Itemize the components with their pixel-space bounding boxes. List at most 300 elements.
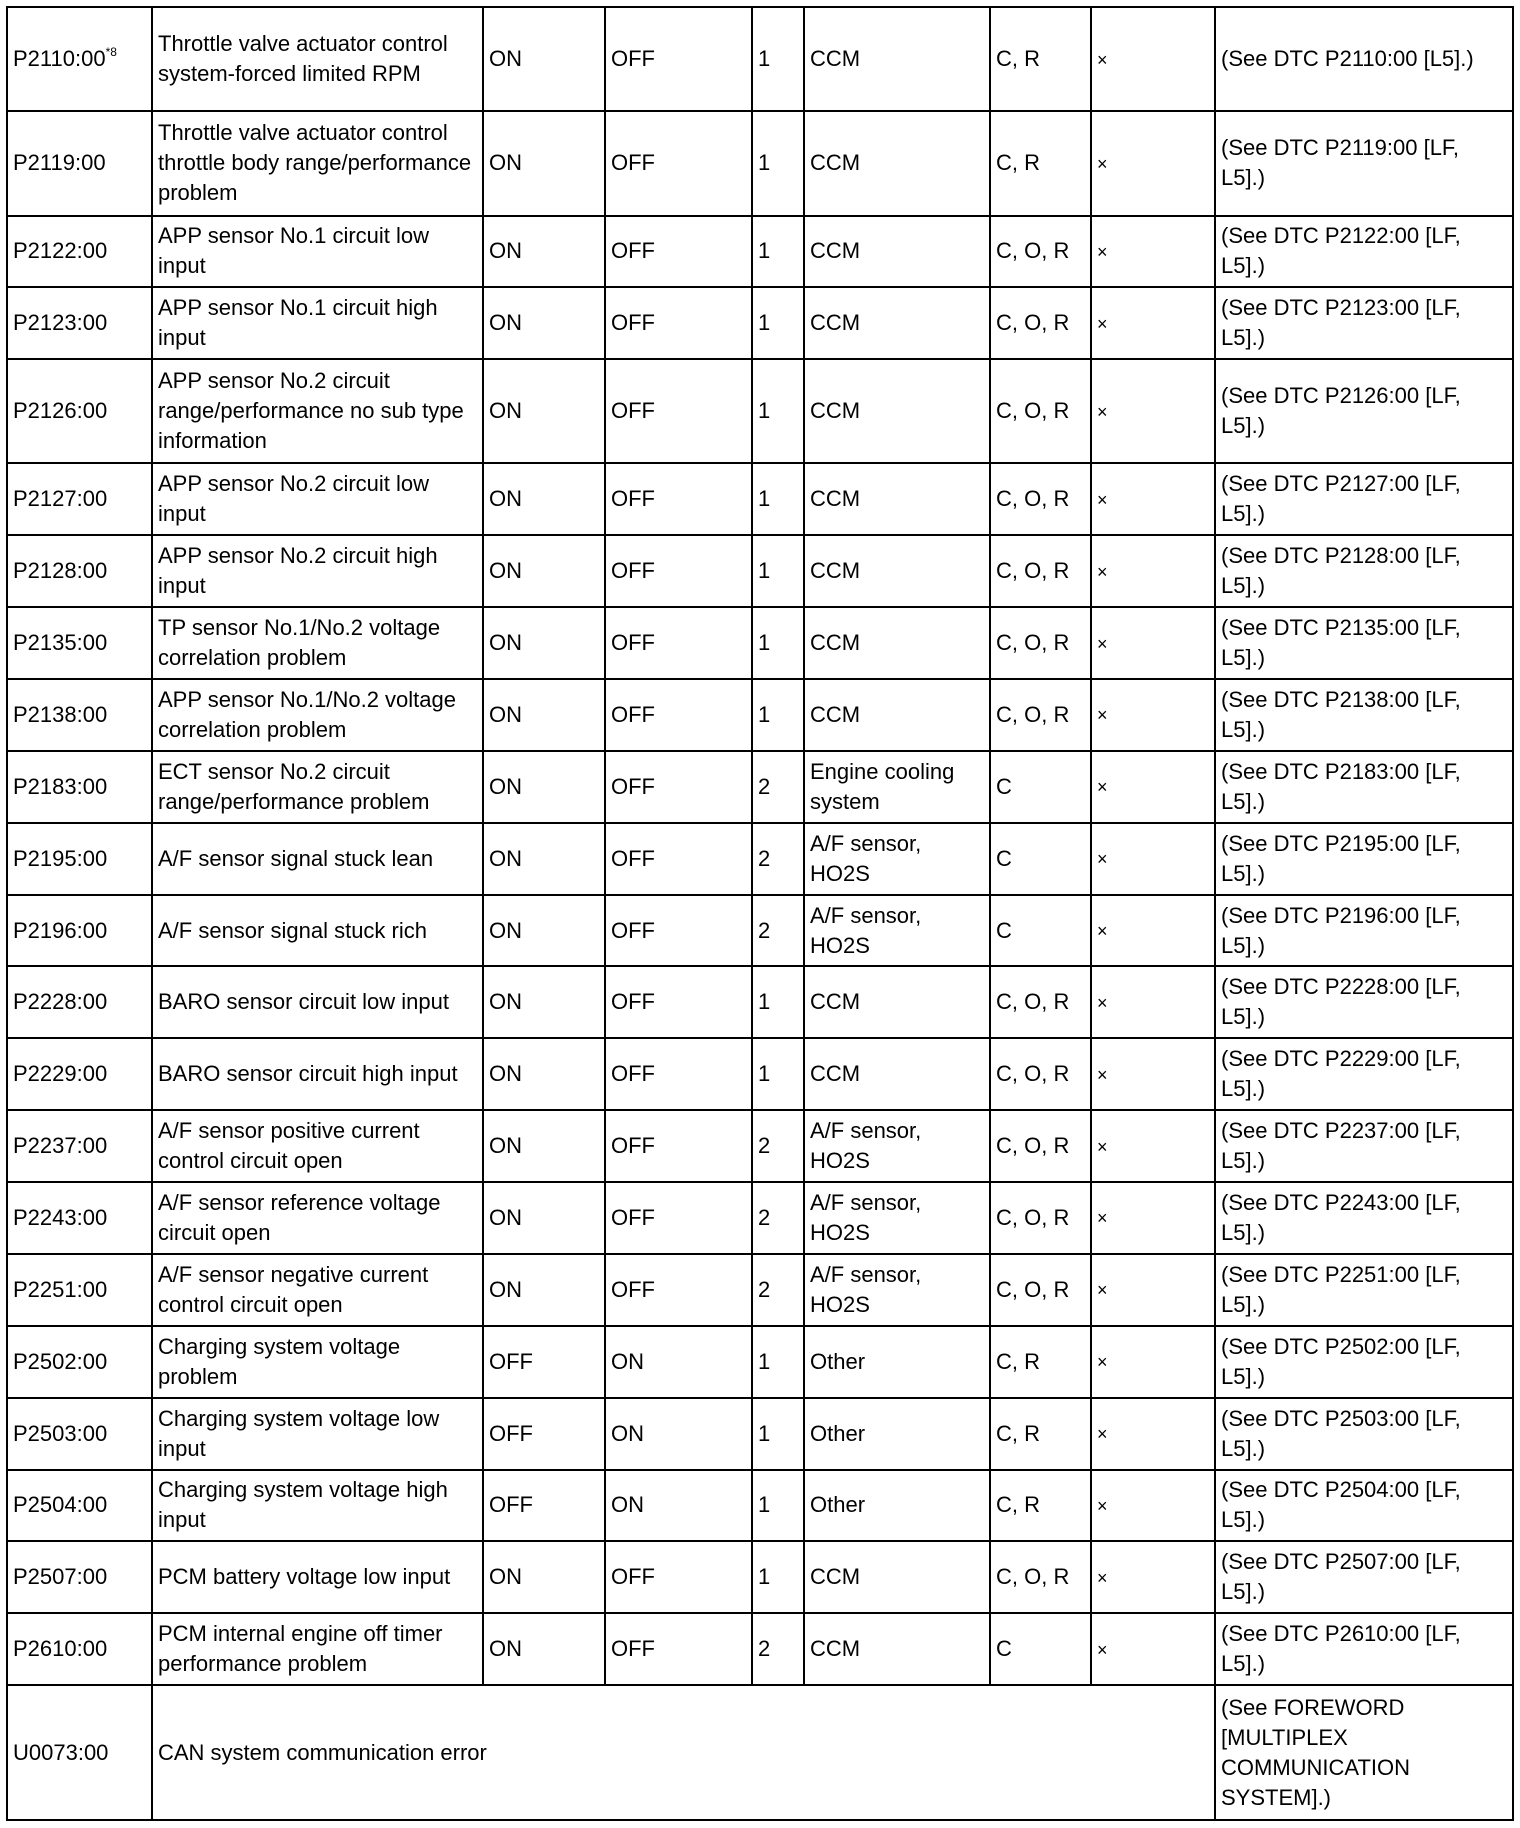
dtc-page-reference-text: (See DTC P2237:00 [LF, L5].) [1221, 1118, 1461, 1174]
dtc-page-reference-text: (See DTC P2504:00 [LF, L5].) [1221, 1477, 1461, 1533]
dtc-description-text: APP sensor No.1 circuit high input [158, 295, 438, 351]
table-row [7, 1110, 1513, 1182]
generator-warning-status [605, 111, 752, 215]
generator-warning-status-text: ON [611, 1492, 644, 1518]
drive-cycle-text: 1 [758, 398, 771, 424]
memory-function [1091, 823, 1215, 895]
drive-cycle [752, 679, 804, 751]
mil-status-text: ON [489, 845, 522, 871]
dtc-memory-type-text: C [996, 773, 1012, 799]
dtc-description-text: APP sensor No.2 circuit high input [158, 543, 438, 599]
dtc-page-reference-text: (See DTC P2183:00 [LF, L5].) [1221, 758, 1461, 814]
generator-warning-status-text: OFF [611, 1204, 655, 1230]
drive-cycle-text: 1 [758, 630, 771, 656]
dtc-page-reference [1215, 535, 1513, 607]
table-row [7, 1254, 1513, 1326]
dtc-memory-type [990, 1038, 1091, 1110]
dtc-page-reference-text: (See DTC P2503:00 [LF, L5].) [1221, 1405, 1461, 1461]
memory-function [1091, 1470, 1215, 1542]
drive-cycle [752, 359, 804, 463]
dtc-code-text: P2237:00 [13, 1133, 108, 1159]
dtc-description-text: A/F sensor reference voltage circuit open [158, 1189, 441, 1245]
memory-function [1091, 607, 1215, 679]
drive-cycle-text: 1 [758, 238, 771, 264]
generator-warning-status [605, 966, 752, 1038]
footnote-mark: *8 [105, 45, 117, 60]
dtc-description [152, 1038, 483, 1110]
dtc-memory-type-text: C, O, R [996, 1564, 1070, 1590]
monitor-item-text: CCM [810, 701, 861, 727]
drive-cycle [752, 607, 804, 679]
mil-status-text: ON [489, 630, 522, 656]
mil-status [483, 1110, 605, 1182]
drive-cycle-text: 1 [758, 1061, 771, 1087]
dtc-code-text: P2610:00 [13, 1636, 108, 1662]
dtc-page-reference-text: (See DTC P2123:00 [LF, L5].) [1221, 295, 1461, 351]
memory-function [1091, 895, 1215, 967]
drive-cycle [752, 1470, 804, 1542]
dtc-code [7, 1110, 152, 1182]
table-row [7, 535, 1513, 607]
generator-warning-status-text: OFF [611, 917, 655, 943]
drive-cycle-text: 2 [758, 1636, 771, 1662]
memory-function-text: × [1097, 1495, 1108, 1516]
generator-warning-status-text: OFF [611, 238, 655, 264]
dtc-description-text: A/F sensor negative current control circuit open [158, 1261, 429, 1317]
drive-cycle [752, 823, 804, 895]
dtc-description [152, 1398, 483, 1470]
table-row [7, 111, 1513, 215]
mil-status-text: ON [489, 486, 522, 512]
table-row [7, 216, 1513, 288]
dtc-description-text: APP sensor No.1 circuit low input [158, 223, 430, 279]
memory-function-text: × [1097, 1639, 1108, 1660]
dtc-description [152, 535, 483, 607]
generator-warning-status [605, 1254, 752, 1326]
dtc-memory-type [990, 359, 1091, 463]
dtc-code-text: P2251:00 [13, 1276, 108, 1302]
dtc-description: CAN system communication error [152, 1685, 1215, 1820]
dtc-memory-type-text: C [996, 917, 1012, 943]
table-row [7, 751, 1513, 823]
dtc-memory-type-text: C, O, R [996, 1204, 1070, 1230]
dtc-code [7, 216, 152, 288]
dtc-code-text: P2119:00 [13, 150, 106, 176]
drive-cycle [752, 1326, 804, 1398]
dtc-memory-type [990, 1254, 1091, 1326]
mil-status-text: ON [489, 46, 522, 72]
memory-function-text: × [1097, 921, 1108, 942]
table-row [7, 1685, 1513, 1820]
dtc-page-reference [1215, 1613, 1513, 1685]
mil-status-text: ON [489, 1636, 522, 1662]
dtc-page-reference [1215, 895, 1513, 967]
dtc-page-reference-text: (See DTC P2251:00 [LF, L5].) [1221, 1261, 1461, 1317]
dtc-description-text: Throttle valve actuator control system-forced limited RPM [158, 31, 448, 87]
memory-function [1091, 216, 1215, 288]
generator-warning-status-text: ON [611, 1420, 644, 1446]
table-row [7, 607, 1513, 679]
dtc-description-text: PCM internal engine off timer performance problem [158, 1621, 443, 1677]
dtc-memory-type-text: C [996, 1636, 1012, 1662]
dtc-code [7, 1038, 152, 1110]
dtc-memory-type-text: C, O, R [996, 238, 1070, 264]
dtc-memory-type-text: C, O, R [996, 1133, 1070, 1159]
drive-cycle-text: 2 [758, 845, 771, 871]
dtc-table-body [7, 7, 1513, 1685]
table-row [7, 463, 1513, 535]
dtc-memory-type-text: C, R [996, 1492, 1040, 1518]
monitor-item [804, 895, 990, 967]
dtc-memory-type [990, 679, 1091, 751]
drive-cycle [752, 111, 804, 215]
mil-status-text: OFF [489, 1420, 533, 1446]
dtc-description [152, 1110, 483, 1182]
memory-function [1091, 111, 1215, 215]
dtc-code-text: P2507:00 [13, 1564, 108, 1590]
dtc-page-reference-text: (See DTC P2119:00 [LF, L5].) [1221, 135, 1460, 191]
monitor-item-text: CCM [810, 486, 861, 512]
drive-cycle-text: 1 [758, 558, 771, 584]
monitor-item [804, 679, 990, 751]
dtc-description-text: A/F sensor signal stuck rich [158, 917, 427, 943]
mil-status [483, 463, 605, 535]
dtc-page-reference [1215, 607, 1513, 679]
dtc-page-reference-text: (See DTC P2135:00 [LF, L5].) [1221, 615, 1461, 671]
dtc-code [7, 111, 152, 215]
mil-status [483, 607, 605, 679]
dtc-memory-type-text: C, O, R [996, 989, 1070, 1015]
mil-status-text: ON [489, 1276, 522, 1302]
drive-cycle-text: 1 [758, 701, 771, 727]
table-row [7, 1182, 1513, 1254]
memory-function [1091, 1182, 1215, 1254]
table-row [7, 359, 1513, 463]
dtc-page-reference-text: (See DTC P2229:00 [LF, L5].) [1221, 1046, 1461, 1102]
generator-warning-status-text: OFF [611, 1133, 655, 1159]
dtc-description-text: APP sensor No.2 circuit low input [158, 471, 430, 527]
memory-function-text: × [1097, 313, 1108, 334]
mil-status [483, 679, 605, 751]
drive-cycle [752, 535, 804, 607]
table-row [7, 1398, 1513, 1470]
dtc-page-reference [1215, 1110, 1513, 1182]
drive-cycle [752, 895, 804, 967]
memory-function-text: × [1097, 849, 1108, 870]
generator-warning-status [605, 1182, 752, 1254]
memory-function-text: × [1097, 1567, 1108, 1588]
monitor-item-text: A/F sensor, HO2S [810, 1118, 922, 1174]
dtc-code-text: P2123:00 [13, 310, 108, 336]
generator-warning-status [605, 1398, 752, 1470]
dtc-memory-type-text: C, O, R [996, 1276, 1070, 1302]
monitor-item-text: CCM [810, 398, 861, 424]
drive-cycle [752, 287, 804, 359]
dtc-code-text: P2503:00 [13, 1420, 108, 1446]
monitor-item-text: CCM [810, 1061, 861, 1087]
monitor-item-text: A/F sensor, HO2S [810, 1189, 922, 1245]
mil-status [483, 1254, 605, 1326]
monitor-item [804, 1398, 990, 1470]
memory-function [1091, 1613, 1215, 1685]
mil-status [483, 1470, 605, 1542]
mil-status-text: ON [489, 238, 522, 264]
monitor-item [804, 751, 990, 823]
dtc-description [152, 7, 483, 111]
table-row [7, 823, 1513, 895]
mil-status-text: ON [489, 1061, 522, 1087]
dtc-code-text: P2228:00 [13, 989, 108, 1015]
generator-warning-status-text: OFF [611, 845, 655, 871]
memory-function-text: × [1097, 561, 1108, 582]
memory-function [1091, 1038, 1215, 1110]
dtc-page-reference [1215, 1541, 1513, 1613]
generator-warning-status-text: OFF [611, 486, 655, 512]
memory-function-text: × [1097, 777, 1108, 798]
dtc-code-text: P2110:00 [13, 46, 106, 72]
mil-status [483, 1326, 605, 1398]
monitor-item-text: CCM [810, 150, 861, 176]
dtc-code [7, 1541, 152, 1613]
mil-status [483, 1398, 605, 1470]
dtc-code [7, 7, 152, 111]
memory-function-text: × [1097, 705, 1108, 726]
dtc-memory-type [990, 1613, 1091, 1685]
memory-function [1091, 751, 1215, 823]
dtc-page-reference [1215, 1398, 1513, 1470]
drive-cycle-text: 1 [758, 310, 771, 336]
monitor-item-text: CCM [810, 630, 861, 656]
dtc-description-text: PCM battery voltage low input [158, 1564, 451, 1590]
dtc-description [152, 359, 483, 463]
dtc-description-text: Charging system voltage low input [158, 1405, 440, 1461]
drive-cycle-text: 1 [758, 486, 771, 512]
monitor-item-text: CCM [810, 310, 861, 336]
memory-function-text: × [1097, 633, 1108, 654]
dtc-memory-type-text: C, O, R [996, 630, 1070, 656]
dtc-page-reference [1215, 966, 1513, 1038]
dtc-code-text: P2128:00 [13, 558, 108, 584]
generator-warning-status [605, 895, 752, 967]
monitor-item-text: CCM [810, 558, 861, 584]
mil-status [483, 1541, 605, 1613]
dtc-code [7, 607, 152, 679]
monitor-item [804, 823, 990, 895]
drive-cycle [752, 1110, 804, 1182]
mil-status-text: ON [489, 989, 522, 1015]
drive-cycle [752, 1398, 804, 1470]
generator-warning-status [605, 751, 752, 823]
monitor-item-text: CCM [810, 1564, 861, 1590]
generator-warning-status-text: OFF [611, 1564, 655, 1590]
dtc-description-text: APP sensor No.1/No.2 voltage correlation problem [158, 686, 456, 742]
drive-cycle [752, 216, 804, 288]
generator-warning-status-text: OFF [611, 701, 655, 727]
mil-status [483, 7, 605, 111]
drive-cycle-text: 2 [758, 1276, 771, 1302]
generator-warning-status [605, 359, 752, 463]
memory-function [1091, 1541, 1215, 1613]
monitor-item-text: Engine cooling system [810, 758, 955, 814]
table-row [7, 1613, 1513, 1685]
dtc-memory-type-text: C, R [996, 46, 1040, 72]
dtc-memory-type-text: C, O, R [996, 701, 1070, 727]
monitor-item-text: CCM [810, 46, 861, 72]
drive-cycle [752, 1613, 804, 1685]
dtc-page-reference-text: (See DTC P2110:00 [L5].) [1221, 46, 1474, 72]
drive-cycle [752, 966, 804, 1038]
monitor-item [804, 287, 990, 359]
monitor-item [804, 1182, 990, 1254]
memory-function [1091, 535, 1215, 607]
generator-warning-status-text: OFF [611, 558, 655, 584]
dtc-description-text: A/F sensor positive current control circuit open [158, 1118, 420, 1174]
dtc-description-text: A/F sensor signal stuck lean [158, 845, 434, 871]
dtc-page-reference-text: (See DTC P2243:00 [LF, L5].) [1221, 1189, 1461, 1245]
mil-status-text: ON [489, 310, 522, 336]
drive-cycle [752, 463, 804, 535]
mil-status-text: ON [489, 1204, 522, 1230]
dtc-page-reference-text: (See DTC P2196:00 [LF, L5].) [1221, 902, 1461, 958]
table-row [7, 679, 1513, 751]
monitor-item-text: CCM [810, 989, 861, 1015]
dtc-page-reference [1215, 679, 1513, 751]
memory-function-text: × [1097, 401, 1108, 422]
monitor-item-text: A/F sensor, HO2S [810, 830, 922, 886]
generator-warning-status [605, 7, 752, 111]
dtc-code-text: P2126:00 [13, 398, 108, 424]
dtc-page-reference-text: (See DTC P2502:00 [LF, L5].) [1221, 1333, 1461, 1389]
dtc-memory-type-text: C, R [996, 1420, 1040, 1446]
dtc-page-reference [1215, 287, 1513, 359]
dtc-code-text: P2122:00 [13, 238, 108, 264]
dtc-memory-type-text: C, R [996, 150, 1040, 176]
table-row [7, 287, 1513, 359]
dtc-code [7, 1613, 152, 1685]
dtc-page-reference [1215, 1038, 1513, 1110]
dtc-code [7, 535, 152, 607]
drive-cycle [752, 1038, 804, 1110]
drive-cycle-text: 2 [758, 917, 771, 943]
dtc-page-reference [1215, 111, 1513, 215]
generator-warning-status [605, 463, 752, 535]
monitor-item-text: Other [810, 1348, 866, 1374]
memory-function-text: × [1097, 1064, 1108, 1085]
monitor-item [804, 1613, 990, 1685]
mil-status [483, 1038, 605, 1110]
memory-function [1091, 463, 1215, 535]
dtc-description [152, 1541, 483, 1613]
mil-status-text: ON [489, 917, 522, 943]
dtc-code-text: P2229:00 [13, 1061, 108, 1087]
dtc-description [152, 823, 483, 895]
generator-warning-status [605, 823, 752, 895]
dtc-memory-type-text: C, O, R [996, 310, 1070, 336]
memory-function [1091, 359, 1215, 463]
dtc-code-text: P2195:00 [13, 845, 108, 871]
mil-status [483, 359, 605, 463]
dtc-description [152, 895, 483, 967]
memory-function-text: × [1097, 241, 1108, 262]
generator-warning-status-text: OFF [611, 1636, 655, 1662]
dtc-description-text: Charging system voltage high input [158, 1477, 448, 1533]
dtc-page-reference [1215, 359, 1513, 463]
dtc-page-reference [1215, 1326, 1513, 1398]
dtc-page-reference-text: (See DTC P2138:00 [LF, L5].) [1221, 686, 1461, 742]
dtc-code-text: P2138:00 [13, 701, 108, 727]
dtc-memory-type [990, 607, 1091, 679]
monitor-item [804, 7, 990, 111]
drive-cycle-text: 1 [758, 989, 771, 1015]
dtc-memory-type [990, 111, 1091, 215]
mil-status [483, 751, 605, 823]
dtc-description [152, 287, 483, 359]
memory-function [1091, 1326, 1215, 1398]
dtc-code [7, 966, 152, 1038]
drive-cycle-text: 2 [758, 1133, 771, 1159]
drive-cycle-text: 1 [758, 46, 771, 72]
monitor-item-text: CCM [810, 1636, 861, 1662]
mil-status [483, 111, 605, 215]
memory-function-text: × [1097, 1136, 1108, 1157]
memory-function-text: × [1097, 992, 1108, 1013]
dtc-page-reference-text: (See DTC P2610:00 [LF, L5].) [1221, 1621, 1461, 1677]
dtc-page-reference [1215, 751, 1513, 823]
dtc-description [152, 679, 483, 751]
dtc-page-reference-text: (See DTC P2507:00 [LF, L5].) [1221, 1549, 1461, 1605]
monitor-item [804, 359, 990, 463]
dtc-code-text: P2243:00 [13, 1204, 108, 1230]
dtc-memory-type [990, 535, 1091, 607]
generator-warning-status-text: OFF [611, 398, 655, 424]
mil-status-text: ON [489, 1564, 522, 1590]
dtc-page-reference-text: (See DTC P2122:00 [LF, L5].) [1221, 223, 1461, 279]
dtc-code [7, 1254, 152, 1326]
dtc-code: U0073:00 [7, 1685, 152, 1820]
drive-cycle-text: 2 [758, 773, 771, 799]
memory-function [1091, 1254, 1215, 1326]
dtc-memory-type [990, 823, 1091, 895]
dtc-memory-type-text: C, O, R [996, 558, 1070, 584]
dtc-description-text: BARO sensor circuit low input [158, 989, 449, 1015]
memory-function-text: × [1097, 153, 1108, 174]
dtc-description [152, 1470, 483, 1542]
dtc-page-reference [1215, 1254, 1513, 1326]
generator-warning-status [605, 1038, 752, 1110]
mil-status-text: ON [489, 150, 522, 176]
dtc-code-text: P2504:00 [13, 1492, 108, 1518]
monitor-item-text: Other [810, 1420, 866, 1446]
dtc-memory-type [990, 895, 1091, 967]
dtc-memory-type [990, 1470, 1091, 1542]
mil-status [483, 216, 605, 288]
dtc-description [152, 751, 483, 823]
mil-status-text: OFF [489, 1348, 533, 1374]
mil-status-text: OFF [489, 1492, 533, 1518]
generator-warning-status [605, 1470, 752, 1542]
drive-cycle-text: 1 [758, 1564, 771, 1590]
monitor-item-text: A/F sensor, HO2S [810, 1261, 922, 1317]
dtc-description [152, 607, 483, 679]
generator-warning-status-text: OFF [611, 1276, 655, 1302]
drive-cycle [752, 1182, 804, 1254]
memory-function [1091, 287, 1215, 359]
monitor-item [804, 1541, 990, 1613]
table-row [7, 1541, 1513, 1613]
drive-cycle-text: 1 [758, 1492, 771, 1518]
mil-status-text: ON [489, 398, 522, 424]
drive-cycle [752, 1541, 804, 1613]
